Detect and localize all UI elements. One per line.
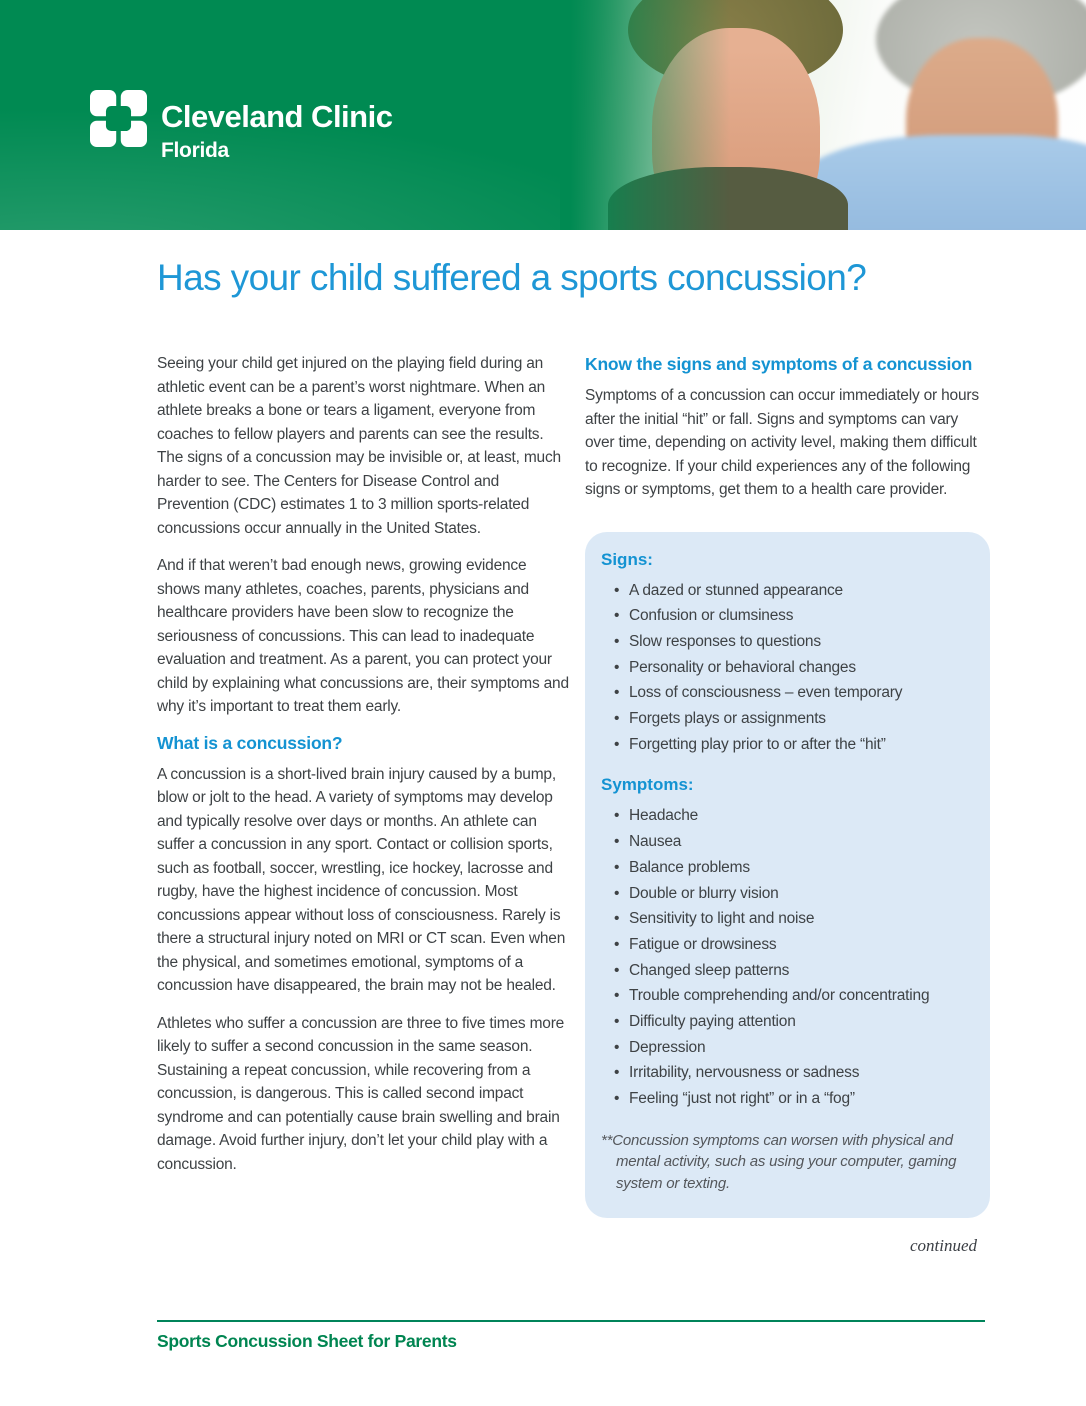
list-item-text: Depression xyxy=(629,1038,706,1056)
cleveland-clinic-logo-icon xyxy=(90,90,147,147)
signs-intro-paragraph: Symptoms of a concussion can occur immediately or hours after the initial “hit” or fall. Signs and symptoms can vary over time, depending on activity level, making them difficult to recognize. If your child experiences any of the following signs or symptoms, get them to a health care provider. xyxy=(585,387,979,498)
list-item-text: A dazed or stunned appearance xyxy=(629,581,843,599)
list-item-text: Personality or behavioral changes xyxy=(629,658,856,676)
bullet-icon: • xyxy=(614,581,620,599)
bullet-icon: • xyxy=(614,632,620,650)
list-item-text: Headache xyxy=(629,807,699,825)
list-item-text: Balance problems xyxy=(629,858,750,876)
list-item-text: Double or blurry vision xyxy=(629,884,779,902)
list-item-text: Confusion or clumsiness xyxy=(629,607,794,625)
section-heading-what-is-a-concussion: What is a concussion? xyxy=(157,732,343,753)
continued-label: continued xyxy=(909,1236,977,1255)
bullet-icon: • xyxy=(614,1038,620,1056)
bullet-icon: • xyxy=(614,884,620,902)
bullet-icon: • xyxy=(614,833,620,851)
list-item-text: Difficulty paying attention xyxy=(629,1013,796,1031)
header-photo xyxy=(560,0,1086,230)
list-item xyxy=(614,906,968,932)
brand-region: Florida xyxy=(161,139,229,162)
signs-symptoms-box xyxy=(585,532,990,1219)
list-item-text: Nausea xyxy=(629,833,682,851)
brand-name: Cleveland Clinic xyxy=(161,99,393,134)
list-item xyxy=(614,603,968,629)
list-item-text: Trouble comprehending and/or concentrating xyxy=(629,987,930,1005)
footer-sheet-title: Sports Concussion Sheet for Parents xyxy=(157,1331,457,1351)
section-heading-know-signs: Know the signs and symptoms of a concussion xyxy=(585,354,973,374)
page-title: Has your child suffered a sports concussion? xyxy=(157,257,867,298)
bullet-icon: • xyxy=(614,858,620,876)
intro-paragraph-1: Seeing your child get injured on the playing field during an athletic event can be a parent’s worst nightmare. When an athlete breaks a bone or tears a ligament, everyone from coaches to fellow players and parents can see the results. The signs of a concussion may be invisible or, at least, much harder to see. The Centers for Disease Control and Prevention (CDC) estimates 1 to 3 million sports-related concussions occur annually in the United States. xyxy=(157,355,561,537)
list-item-text: Feeling “just not right” or in a “fog” xyxy=(629,1090,855,1108)
bullet-icon: • xyxy=(614,684,620,702)
list-item xyxy=(614,803,968,829)
bullet-icon: • xyxy=(614,987,620,1005)
bullet-icon: • xyxy=(614,607,620,625)
list-item xyxy=(614,958,968,984)
list-item-text: Forgetting play prior to or after the “hit” xyxy=(629,735,886,753)
bullet-icon: • xyxy=(614,1013,620,1031)
list-item xyxy=(614,732,968,758)
bullet-icon: • xyxy=(614,735,620,753)
signs-list xyxy=(601,578,968,758)
intro-paragraph-2: And if that weren’t bad enough news, growing evidence shows many athletes, coaches, parents, physicians and healthcare providers have been slow to recognize the seriousness of concussions. This can lead to inadequate evaluation and treatment. As a parent, you can protect your child by explaining what concussions are, their symptoms and why it’s important to treat them early. xyxy=(157,557,569,715)
photo-green-fade xyxy=(560,0,730,230)
signs-heading: Signs: xyxy=(601,549,653,569)
list-item-text: Forgets plays or assignments xyxy=(629,710,826,728)
list-item-text: Changed sleep patterns xyxy=(629,961,790,979)
bullet-icon: • xyxy=(614,710,620,728)
brand-text xyxy=(161,90,392,163)
content-columns xyxy=(157,352,990,1218)
list-item-text: Sensitivity to light and noise xyxy=(629,910,815,928)
bullet-icon: • xyxy=(614,1090,620,1108)
bullet-icon: • xyxy=(614,935,620,953)
bullet-icon: • xyxy=(614,1064,620,1082)
list-item xyxy=(614,1086,968,1112)
second-impact-paragraph: Athletes who suffer a concussion are three to five times more likely to suffer a second concussion in the same season. Sustaining a repeat concussion, while recovering from a concussion, is dangerous. This is called second impact syndrome and can potentially cause brain swelling and brain damage. Avoid further injury, don’t let your child play with a concussion. xyxy=(157,1014,565,1173)
right-column xyxy=(585,352,990,1218)
list-item-text: Fatigue or drowsiness xyxy=(629,935,777,953)
list-item-text: Loss of consciousness – even temporary xyxy=(629,684,903,702)
list-item xyxy=(614,706,968,732)
list-item xyxy=(614,680,968,706)
left-column xyxy=(157,352,571,1218)
list-item xyxy=(614,1035,968,1061)
footer-divider xyxy=(157,1320,985,1322)
list-item xyxy=(614,983,968,1009)
list-item xyxy=(614,881,968,907)
list-item xyxy=(614,578,968,604)
symptoms-heading: Symptoms: xyxy=(601,775,694,795)
symptoms-list xyxy=(601,803,968,1111)
list-item xyxy=(614,855,968,881)
list-item xyxy=(614,1060,968,1086)
bullet-icon: • xyxy=(614,961,620,979)
list-item-text: Irritability, nervousness or sadness xyxy=(629,1064,860,1082)
list-item xyxy=(614,655,968,681)
list-item xyxy=(614,629,968,655)
header-banner xyxy=(0,0,1086,230)
brand-logo xyxy=(90,90,392,163)
footnote: **Concussion symptoms can worsen with physical and mental activity, such as using your computer, gaming system or texting. xyxy=(601,1131,957,1192)
list-item-text: Slow responses to questions xyxy=(629,632,821,650)
list-item xyxy=(614,829,968,855)
list-item xyxy=(614,932,968,958)
concussion-definition-paragraph: A concussion is a short-lived brain injury caused by a bump, blow or jolt to the head. A variety of symptoms may develop and typically resolve over days or months. An athlete can suffer a concussion in any sport. Contact or collision sports, such as football, soccer, wrestling, ice hockey, lacrosse and rugby, have the highest incidence of concussion. Most concussions appear without loss of consciousness. Rarely is there a structural injury noted on MRI or CT scan. Even when the physical, and sometimes emotional, symptoms of a concussion have disappeared, the brain may not be healed. xyxy=(157,765,566,994)
list-item xyxy=(614,1009,968,1035)
bullet-icon: • xyxy=(614,658,620,676)
bullet-icon: • xyxy=(614,807,620,825)
bullet-icon: • xyxy=(614,910,620,928)
